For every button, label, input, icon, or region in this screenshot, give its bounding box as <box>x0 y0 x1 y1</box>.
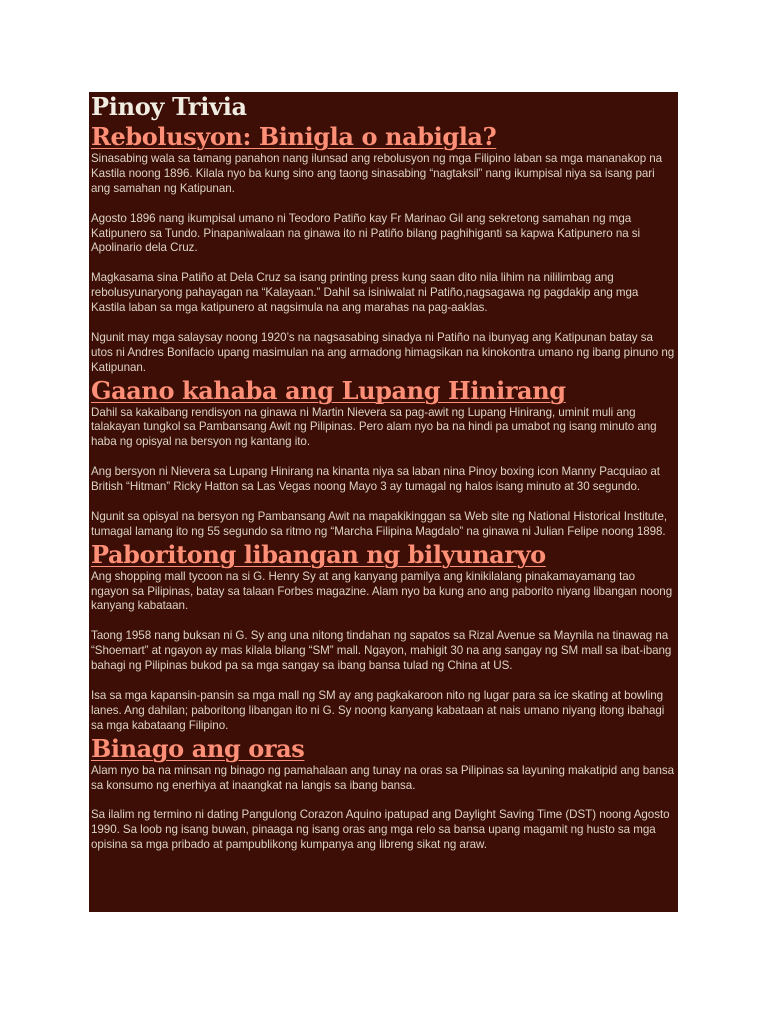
document-page <box>89 92 678 912</box>
paragraph: Isa sa mga kapansin-pansin sa mga mall ng SM ay ang pagkakaroon nito ng lugar para sa ice skating at bowling lanes. Ang dahilan; paboritong libangan ito ni G. Sy noong kanyang kabataan at nais umano niyang itong ibahagi sa mga kabataang Filipino. <box>91 688 665 732</box>
paragraph: Ngunit may mga salaysay noong 1920’s na nagsasabing sinadya ni Patiño na ibunyag ang Katipunan batay sa utos ni Andres Bonifacio upang masimulan na ang armadong himagsikan na kinokontra umano ng ibang pinuno ng Katipunan. <box>91 330 675 374</box>
paragraph: Alam nyo ba na minsan ng binago ng pamahalaan ang tunay na oras sa Pilipinas sa layuning makatipid ang bansa sa konsumo ng enerhiya at inaangkat na langis sa ibang bansa. <box>91 763 675 792</box>
paragraph: Sinasabing wala sa tamang panahon nang ilunsad ang rebolusyon ng mga Filipino laban sa mga mananakop na Kastila noong 1896. Kilala nyo ba kung sino ang taong sinasabing “nagtaksil” nang ikumpisal niya sa isang pari ang samahan ng Katipunan. <box>91 152 663 195</box>
paragraph: Ngunit sa opisyal na bersyon ng Pambansang Awit na mapakikinggan sa Web site ng National Historical Institute, tumagal lamang ito ng 55 segundo sa ritmo ng “Marcha Filipina Magdalo” na ginawa ni Julian Felipe noong 1898. <box>91 509 668 538</box>
section-binago-ang-oras <box>91 734 675 853</box>
paragraph: Sa ilalim ng termino ni dating Pangulong Corazon Aquino ipatupad ang Daylight Saving Time (DST) noong Agosto 1990. Sa loob ng isang buwan, pinaaga ng isang oras ang mga relo sa bansa upang magamit ng husto sa mga opisina sa mga pribado at pampublikong kumpanya ang libreng sikat ng araw. <box>91 808 670 852</box>
paragraph: Dahil sa kakaibang rendisyon na ginawa ni Martin Nievera sa pag-awit ng Lupang Hinirang, uminit muli ang talakayan tungkol sa Pambansang Awit ng Pilipinas. Pero alam nyo ba na hindi pa umabot ng isang minuto ang haba ng opisyal na bersyon ng kantang ito. <box>91 405 657 449</box>
section-heading: Paboritong libangan ng bilyunaryo <box>91 539 546 569</box>
paragraph: Taong 1958 nang buksan ni G. Sy ang una nitong tindahan ng sapatos sa Rizal Avenue sa Maynila na tinawag na “Shoemart” at ngayon ay mas kilala bilang “SM” mall. Ngayon, mahigit 30 na ang sangay ng SM mall sa ibat-ibang bahagi ng Pilipinas bukod pa sa mga sangay sa ibang bansa tulad ng China at US. <box>91 629 672 673</box>
section-heading: Rebolusyon: Binigla o nabigla? <box>91 122 497 151</box>
section-heading: Binago ang oras <box>91 733 305 763</box>
section-rebolusyon <box>91 122 675 376</box>
paragraph: Agosto 1896 nang ikumpisal umano ni Teodoro Patiño kay Fr Marinao Gil ang sekretong samahan ng mga Katipunero sa Tundo. Pinapaniwalaan na ginawa ito ni Patiño bilang paghihiganti sa kapwa Katipunero na si Apolinario dela Cruz. <box>91 211 641 255</box>
paragraph: Ang bersyon ni Nievera sa Lupang Hinirang na kinanta niya sa laban nina Pinoy boxing icon Manny Pacquiao at British “Hitman” Ricky Hatton sa Las Vegas noong Mayo 3 ay tumagal ng halos isang minuto at 30 segundo. <box>91 465 660 494</box>
section-heading: Gaano kahaba ang Lupang Hinirang <box>91 375 566 405</box>
page-title: Pinoy Trivia <box>91 92 247 121</box>
paragraph: Ang shopping mall tycoon na si G. Henry Sy at ang kanyang pamilya ang kinikilalang pinakamayamang tao ngayon sa Pilipinas, batay sa talaan Forbes magazine. Alam nyo ba kung ano ang paborito niyang libangan noong kanyang kabataan. <box>91 569 673 613</box>
section-bilyunaryo <box>91 540 675 734</box>
section-lupang-hinirang <box>91 376 675 540</box>
paragraph: Magkasama sina Patiño at Dela Cruz sa isang printing press kung saan dito nila lihim na nililimbag ang rebolusyunaryong pahayagan na “Kalayaan.” Dahil sa isiniwalat ni Patiño,nagsagawa ng pagdakip ang mga Kastila laban sa mga katipunero at nagsimula na ang marahas na pag-aaklas. <box>91 271 639 315</box>
